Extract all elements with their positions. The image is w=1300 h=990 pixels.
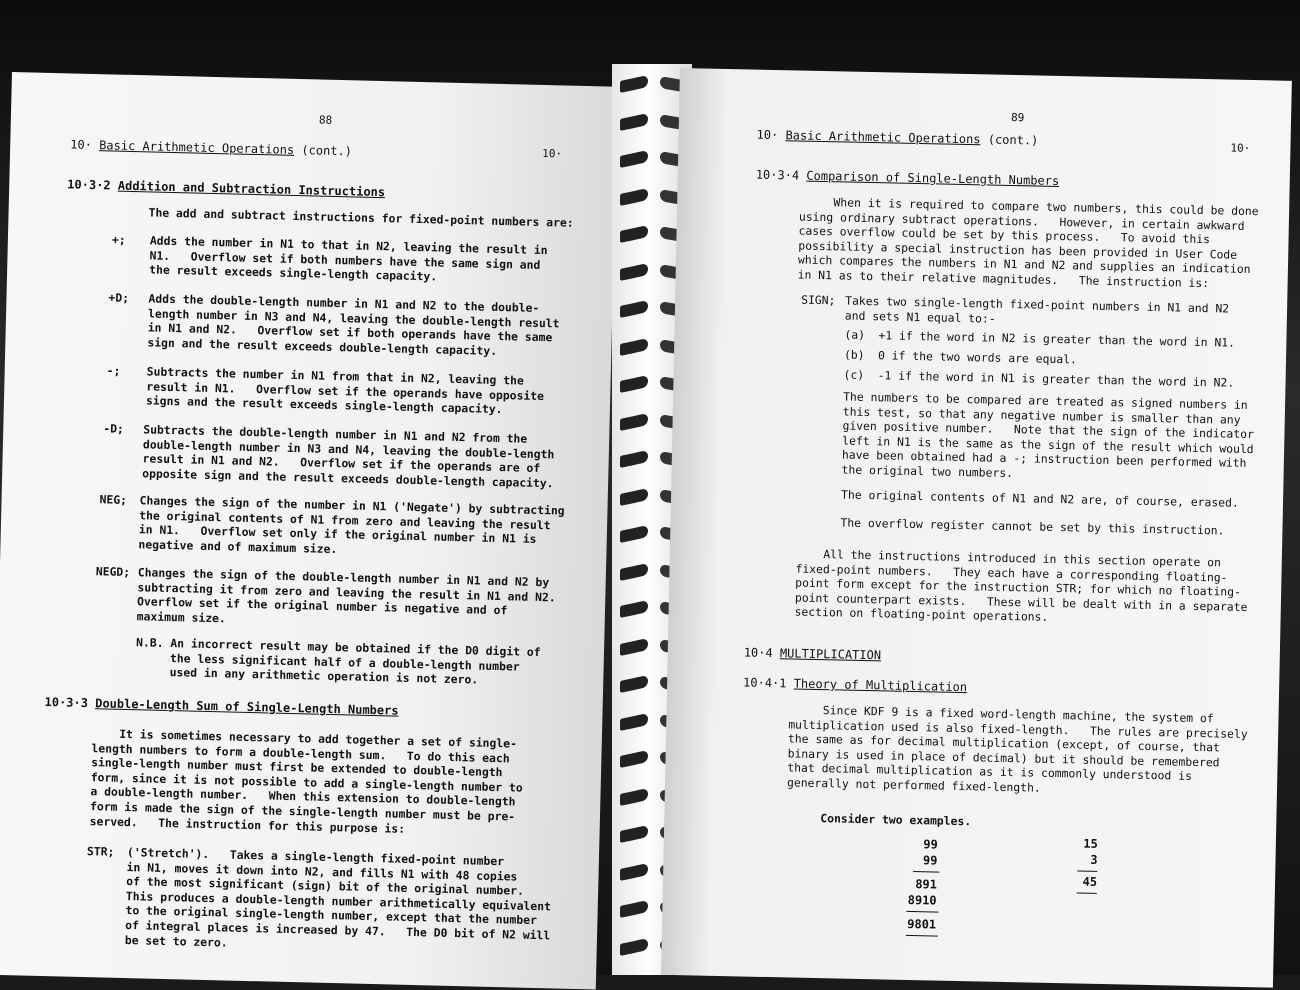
header-right-number: 10· bbox=[1230, 141, 1251, 155]
page-header bbox=[70, 137, 352, 158]
left-page bbox=[0, 72, 618, 990]
binding-coil bbox=[620, 189, 684, 205]
header-title: Basic Arithmetic Operations bbox=[785, 128, 981, 147]
section-intro: The add and subtract instructions for fixed-point numbers are: bbox=[148, 205, 574, 230]
instruction-description: Adds the number in N1 to that in N2, leaving the result in N1. Overflow set if both numbers have the same sign and the result exceeds single-length capacity. bbox=[149, 233, 548, 284]
instruction-description: Adds the double-length number in N1 and N2 to the double- length number in N3 and N4, leaving the double-length result in N1 and N2. Overflow set if both operands have the same sign and the result exceeds double-length capacity. bbox=[147, 291, 560, 358]
header-prefix: 10· bbox=[70, 137, 93, 152]
instruction-description: Changes the sign of the double-length number in N1 and N2 by subtracting it from zero and leaving the result in N1 and N2. Overflow set if the original number is negative and of maximum size. bbox=[136, 565, 556, 626]
instruction-label: NEGD; bbox=[95, 564, 131, 580]
page-header bbox=[756, 128, 1038, 148]
sum-rule bbox=[906, 911, 938, 913]
section-body: When it is required to compare two numbers, this could be done using ordinary subtract operations. However, in certain awkward cases overflow could be set by this process. To avoid this possibility a special instruction has been provided in User Code which compares the numbers in N1 and N2 and supplies an indication in N1 as to their relative magnitudes. The instruction is: bbox=[797, 194, 1259, 291]
example-figure: 8910 bbox=[907, 892, 937, 908]
sum-rule bbox=[913, 871, 939, 873]
note-paragraph: The numbers to be compared are treated as signed numbers in this test, so that any negative number is smaller than any given positive number. Note that the sign of the indicator left in N1 is the same as the sign of the result which would have been obtained had a -; instruction been performed with the original two numbers. bbox=[841, 389, 1255, 481]
case-label: (a) bbox=[844, 327, 866, 342]
example-figure: 45 bbox=[1082, 874, 1098, 889]
section-body: It is sometimes necessary to add together a set of single- length numbers to form a double-length sum. To do this each single-length number must first be extended to double-length form, since it is not possible to add a single-length number to a double-length number. When this extension to double-length form is made the sign of the single-length number must be pre- served. The instruction for this purpose is: bbox=[89, 726, 523, 836]
instruction-description: ('Stretch'). Takes a single-length fixed-point number in N1, moves it down into N2, and fills N1 with 48 copies of the most significant (sign) bit of the original number. This produces a double-length number arithmetically equivalent to the original single-length number, except that the number of integral places is increased by 47. The D0 bit of N2 will be set to zero. bbox=[124, 845, 552, 950]
case-label: (b) bbox=[843, 347, 865, 362]
example-figure: 15 bbox=[1083, 836, 1098, 851]
instruction-description: Subtracts the double-length number in N1 and N2 from the double-length number in N3 and N4, leaving the double-length result in N1 and N2. Overflow set if the operands are of opposite sign and the result exceeds double-length capacity. bbox=[142, 422, 555, 491]
instruction-label: STR; bbox=[86, 844, 115, 859]
example-figure: 99 bbox=[923, 837, 938, 852]
instruction-label: SIGN; bbox=[801, 292, 836, 308]
example-figure: 9801 bbox=[907, 916, 937, 932]
note-paragraph: The overflow register cannot be set by this instruction. bbox=[840, 515, 1225, 538]
right-page bbox=[661, 68, 1292, 988]
instruction-description: Changes the sign of the number in N1 ('Negate') by subtracting the original contents of N1 from zero and leaving the result in N1. Overflow set only if the original number in N1 is negative and of maximum size. bbox=[138, 493, 565, 556]
instruction-description: Takes two single-length fixed-point numbers in N1 and N2 and sets N1 equal to:- bbox=[844, 293, 1230, 326]
section-body: Since KDF 9 is a fixed word-length machine, the system of multiplication used is also fixed-length. The rules are precisely the same as for decimal multiplication (except, of course, that binary is used in place of decimal) but it should be remembered that decimal multiplication as it is commonly understood is generally not performed fixed-length. bbox=[786, 702, 1248, 795]
note-paragraph: The original contents of N1 and N2 are, of course, erased. bbox=[840, 487, 1239, 510]
section-heading-10-4-1: 10·4·1 Theory of Multiplication bbox=[742, 675, 968, 695]
binding-coil bbox=[620, 76, 684, 92]
case-text: -1 if the word in N1 is greater than the word in N2. bbox=[877, 368, 1235, 390]
binding-coil bbox=[620, 114, 684, 130]
example-figure: 891 bbox=[915, 877, 938, 892]
binding-coil bbox=[620, 226, 684, 242]
instruction-label: NEG; bbox=[99, 492, 128, 507]
case-text: 0 if the two words are equal. bbox=[877, 348, 1078, 367]
section-heading-10-3-2: 10·3·2 Addition and Subtraction Instructions bbox=[67, 177, 386, 200]
sum-rule bbox=[1077, 892, 1097, 893]
page-number: 88 bbox=[318, 113, 333, 127]
section-heading-10-3-3: 10·3·3 Double-Length Sum of Single-Length Numbers bbox=[44, 694, 399, 718]
sum-rule bbox=[1077, 870, 1097, 871]
header-suffix: (cont.) bbox=[301, 143, 353, 159]
instruction-description: Subtracts the number in N1 from that in N2, leaving the result in N1. Overflow set if the operands have opposite signs and the result exceeds single-length capacity. bbox=[145, 364, 545, 417]
examples-intro: Consider two examples. bbox=[820, 811, 972, 829]
binding-coil bbox=[620, 264, 684, 280]
header-prefix: 10· bbox=[756, 127, 779, 143]
instruction-label: -D; bbox=[103, 421, 125, 436]
closing-paragraph: All the instructions introduced in this section operate on fixed-point numbers. They each have a corresponding floating- point form except for the instruction STR; for which no floating- point counterpart exists. These will be dealt with in a separate section on floating-point operations. bbox=[794, 546, 1248, 625]
header-suffix: (cont.) bbox=[987, 132, 1039, 148]
sum-rule bbox=[906, 935, 938, 937]
section-heading-10-4: 10·4 MULTIPLICATION bbox=[743, 645, 882, 663]
nb-note: N.B. An incorrect result may be obtained if the D0 digit of the less significant half of a double-length number used in any arithmetic operation is not zero. bbox=[135, 635, 541, 687]
case-label: (c) bbox=[843, 367, 865, 382]
instruction-label: +; bbox=[111, 232, 126, 247]
example-figure: 99 bbox=[922, 853, 938, 868]
page-number: 89 bbox=[1010, 110, 1025, 125]
section-heading-10-3-4: 10·3·4 Comparison of Single-Length Numbers bbox=[755, 167, 1060, 188]
instruction-label: -; bbox=[106, 363, 121, 378]
header-right-number: 10· bbox=[542, 146, 563, 161]
example-figure: 3 bbox=[1090, 852, 1098, 867]
binding-coil bbox=[620, 151, 684, 167]
case-text: +1 if the word in N2 is greater than the word in N1. bbox=[878, 328, 1236, 350]
header-title: Basic Arithmetic Operations bbox=[98, 138, 295, 157]
instruction-label: +D; bbox=[108, 290, 130, 305]
